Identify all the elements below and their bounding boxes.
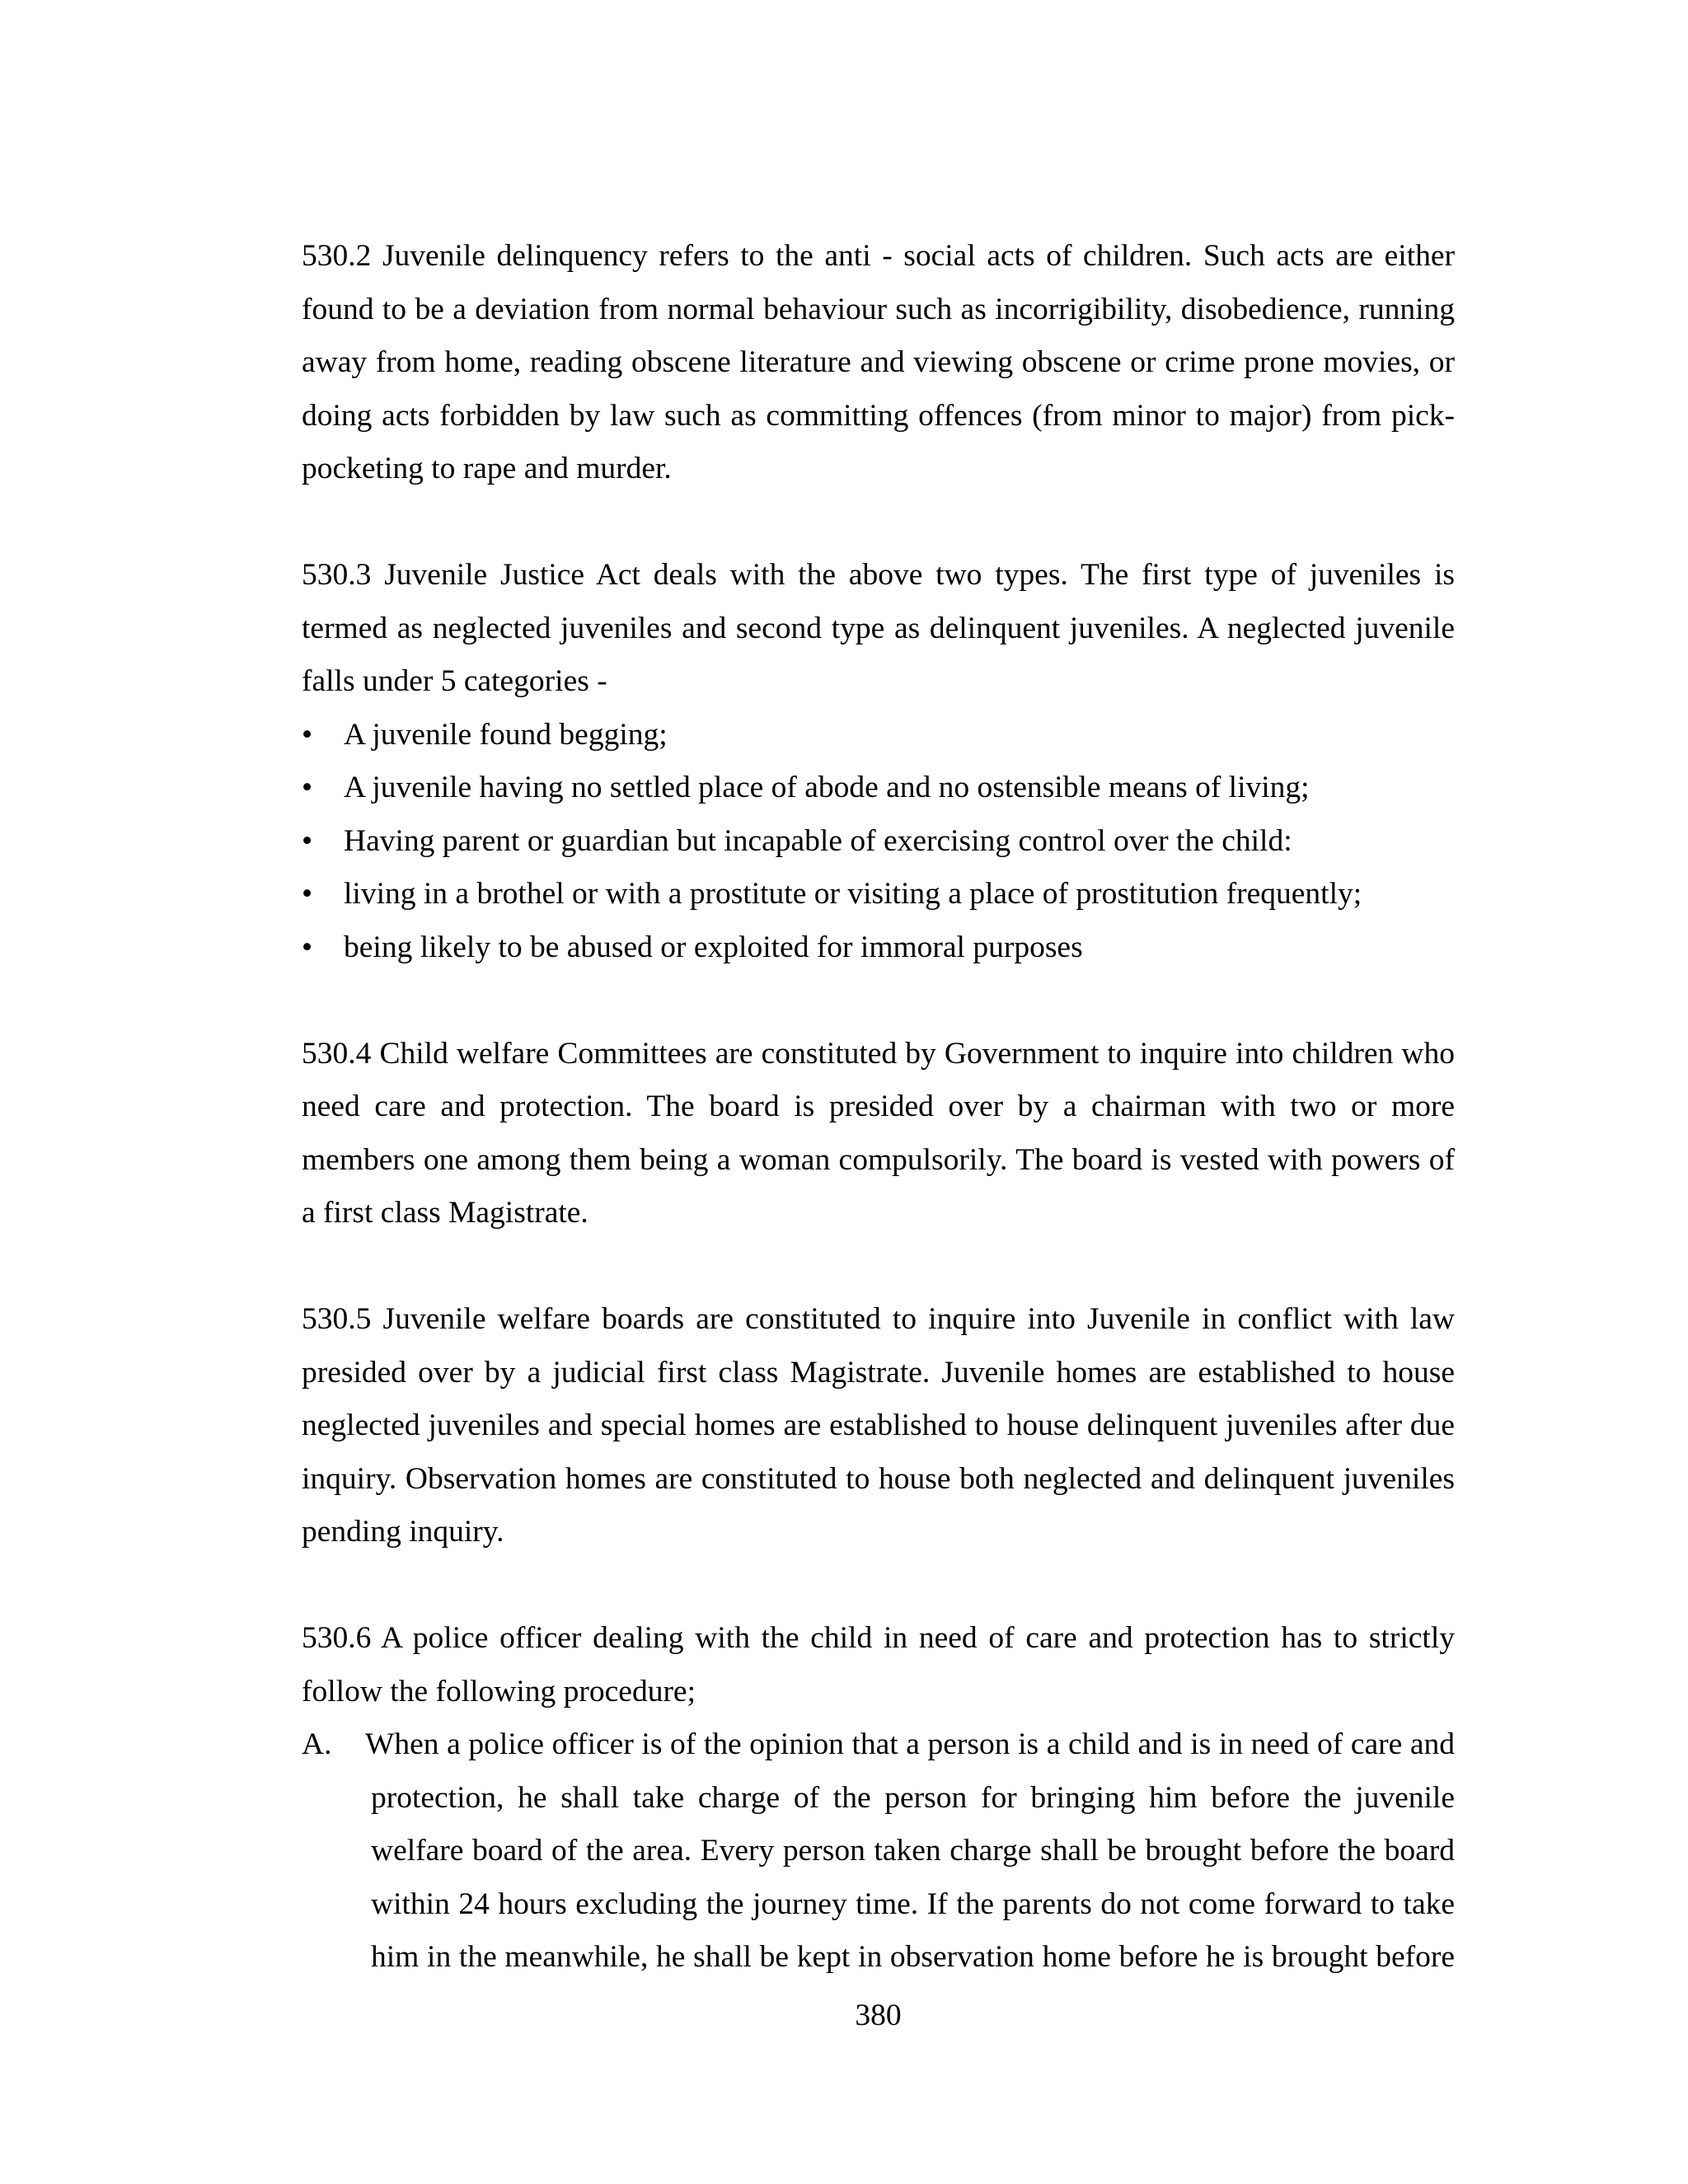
list-item-line: When a police officer is of the opinion that a person is a child and is in need of care and	[365, 1727, 1455, 1761]
list-marker: A.	[302, 1727, 332, 1761]
bullet-marker: •	[302, 717, 313, 752]
paragraph-line: members one among them being a woman compulsorily. The board is vested with powers of	[302, 1142, 1455, 1177]
bullet-item	[302, 709, 1455, 762]
paragraph-line: doing acts forbidden by law such as committing offences (from minor to major) from pick-	[302, 398, 1455, 433]
paragraph-line: pocketing to rape and murder.	[302, 452, 672, 485]
bullet-item	[302, 762, 1455, 815]
bullet-item	[302, 815, 1455, 869]
bullet-text: Having parent or guardian but incapable of exercising control over the child:	[344, 823, 1292, 858]
list-item-a	[302, 1718, 1455, 1985]
paragraph-line: termed as neglected juveniles and second type as delinquent juveniles. A neglected juvenile	[302, 611, 1455, 645]
section-530-4	[302, 1028, 1455, 1240]
section-530-3	[302, 549, 1455, 974]
paragraph-line: 530.3 Juvenile Justice Act deals with the above two types. The first type of juveniles is	[302, 558, 1455, 592]
section-530-2	[302, 230, 1455, 496]
paragraph-line: need care and protection. The board is presided over by a chairman with two or more	[302, 1090, 1455, 1123]
paragraph-line: presided over by a judicial first class Magistrate. Juvenile homes are established to house	[302, 1355, 1455, 1390]
paragraph-line: inquiry. Observation homes are constituted to house both neglected and delinquent juveniles	[302, 1461, 1455, 1496]
section-530-5	[302, 1293, 1455, 1559]
bullet-text: living in a brothel or with a prostitute or visiting a place of prostitution frequently;	[344, 877, 1362, 911]
bullet-marker: •	[302, 877, 313, 911]
paragraph-line: found to be a deviation from normal behaviour such as incorrigibility, disobedience, running	[302, 292, 1455, 326]
list-item-line: protection, he shall take charge of the person for bringing him before the juvenile	[371, 1780, 1455, 1815]
paragraph-line: 530.5 Juvenile welfare boards are constituted to inquire into Juvenile in conflict with law	[302, 1302, 1455, 1336]
paragraph-line: neglected juveniles and special homes are established to house delinquent juveniles after due	[302, 1408, 1455, 1442]
bullet-text: being likely to be abused or exploited for immoral purposes	[344, 930, 1083, 964]
bullet-item	[302, 868, 1455, 921]
page-number: 380	[855, 1999, 902, 2032]
document-body	[302, 230, 1455, 1985]
paragraph-line: 530.2 Juvenile delinquency refers to the anti - social acts of children. Such acts are either	[302, 239, 1455, 273]
list-item-line: within 24 hours excluding the journey time. If the parents do not come forward to take	[371, 1886, 1455, 1921]
paragraph-line: 530.4 Child welfare Committees are constituted by Government to inquire into children who	[302, 1036, 1455, 1071]
bullet-text: A juvenile having no settled place of abode and no ostensible means of living;	[344, 771, 1310, 804]
paragraph-line: 530.6 A police officer dealing with the child in need of care and protection has to strictly	[302, 1621, 1455, 1655]
bullet-marker: •	[302, 930, 313, 964]
bullet-text: A juvenile found begging;	[344, 717, 668, 752]
paragraph-line: falls under 5 categories -	[302, 664, 607, 698]
paragraph-line: follow the following procedure;	[302, 1674, 696, 1708]
list-item-line: him in the meanwhile, he shall be kept in observation home before he is brought before	[371, 1940, 1455, 1974]
bullet-marker: •	[302, 823, 313, 858]
bullet-item	[302, 921, 1455, 975]
paragraph-line: away from home, reading obscene literature and viewing obscene or crime prone movies, or	[302, 345, 1455, 379]
paragraph-line: pending inquiry.	[302, 1515, 504, 1549]
section-530-6	[302, 1612, 1455, 1985]
list-item-line: welfare board of the area. Every person taken charge shall be brought before the board	[371, 1834, 1455, 1868]
paragraph-line: a first class Magistrate.	[302, 1196, 588, 1230]
bullet-marker: •	[302, 771, 313, 804]
